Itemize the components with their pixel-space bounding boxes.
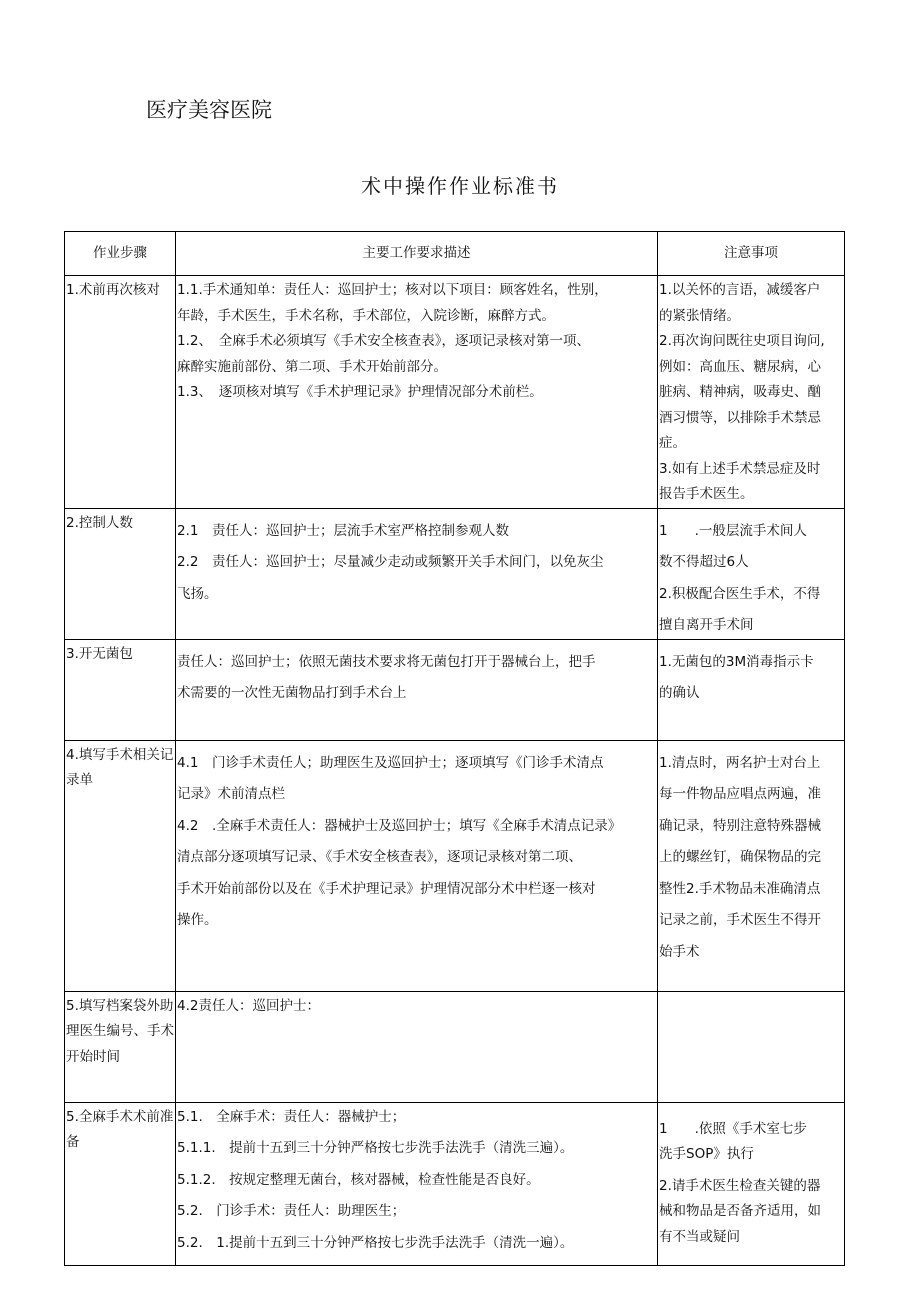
note-line: 每一件物品应唱点两遍，准: [659, 786, 821, 802]
notes-cell: [658, 991, 845, 1102]
note-line: 始手术: [659, 943, 700, 960]
requirements-cell: [176, 740, 658, 991]
step-cell: [65, 276, 176, 509]
requirement-line: 飞扬。: [177, 585, 218, 602]
requirement-line: 手术开始前部份以及在《手术护理记录》护理情况部分术中栏逐一核对: [177, 880, 596, 897]
step-cell: [65, 639, 176, 740]
note-line: 1.清点时，两名护士对台上: [659, 754, 821, 771]
notes-cell: [658, 508, 845, 639]
step-cell: [65, 991, 176, 1102]
requirements-cell: [176, 1102, 658, 1265]
note-line: 上的螺丝钉，确保物品的完: [659, 849, 821, 865]
requirement-line: 责任人：巡回护士；依照无菌技术要求将无菌包打开于器械台上，把手: [177, 653, 596, 670]
table-header-row: [65, 232, 845, 276]
note-line: 有不当或疑问: [659, 1228, 740, 1245]
requirement-line: 2.2 责任人：巡回护士；尽量减少走动或频繁开关手术间门，以免灰尘: [177, 554, 604, 570]
requirement-line: 术需要的一次性无菌物品打到手术台上: [177, 685, 407, 701]
requirements-cell: [176, 276, 658, 509]
note-line: 例如：高血压、糖尿病，心: [659, 358, 821, 375]
requirement-line: 1.3、 逐项核对填写《手术护理记录》护理情况部分术前栏。: [177, 384, 543, 400]
step-cell: [65, 508, 176, 639]
note-line: 洗手SOP》执行: [659, 1146, 754, 1162]
note-line: 确记录，特别注意特殊器械: [659, 817, 821, 834]
sop-table: [64, 231, 845, 1266]
step-text: 5.全麻手术术前准备: [66, 1108, 174, 1150]
requirement-line: 4.2责任人：巡回护士：: [177, 997, 320, 1014]
requirement-line: 5.1.1. 提前十五到三十分钟严格按七步洗手法洗手（清洗三遍）。: [177, 1140, 574, 1156]
column-header-notes: 注意事项: [658, 232, 845, 276]
requirements-cell: [176, 639, 658, 740]
document-title: 术中操作作业标准书: [361, 174, 559, 198]
requirement-line: 4.1 门诊手术责任人；助理医生及巡回护士；逐项填写《门诊手术清点: [177, 754, 604, 771]
requirement-line: 麻醉实施前部份、第二项、手术开始前部分。: [177, 358, 447, 375]
requirement-line: 4.2 .全麻手术责任人：器械护士及巡回护士；填写《全麻手术清点记录》: [177, 817, 622, 834]
note-line: 整性2.手术物品未准确清点: [659, 880, 821, 897]
note-line: 脏病、精神病，吸毒史、酗: [659, 384, 821, 400]
requirement-line: 记录》术前清点栏: [177, 786, 285, 802]
requirement-line: 操作。: [177, 912, 218, 928]
note-line: 2.积极配合医生手术，不得: [659, 585, 821, 602]
notes-cell: [658, 1102, 845, 1265]
note-line: 的确认: [659, 685, 700, 701]
note-line: 擅自离开手术间: [659, 617, 754, 633]
table-row: [65, 639, 845, 740]
note-line: 2.请手术医生检查关键的器: [659, 1177, 821, 1194]
note-line: 数不得超过6人: [659, 554, 749, 570]
requirement-line: 年龄，手术医生，手术名称，手术部位，入院诊断，麻醉方式。: [177, 307, 555, 324]
note-line: 1.无菌包的3M消毒指示卡: [659, 653, 814, 670]
notes-cell: [658, 639, 845, 740]
note-line: 1 .依照《手术室七步: [659, 1120, 807, 1137]
requirement-line: 2.1 责任人：巡回护士；层流手术室严格控制参观人数: [177, 522, 509, 539]
column-header-requirements: 主要工作要求描述: [176, 232, 658, 276]
note-line: 记录之前，手术医生不得开: [659, 912, 821, 928]
requirements-cell: [176, 508, 658, 639]
requirement-line: 5.2. 1.提前十五到三十分钟严格按七步洗手法洗手（清洗一遍）。: [177, 1234, 574, 1251]
note-line: 2.再次询问既往史项目询问,: [659, 333, 825, 349]
step-text: 3.开无菌包: [66, 645, 133, 662]
note-line: 械和物品是否备齐适用，如: [659, 1203, 821, 1219]
requirement-line: 1.2、 全麻手术必须填写《手术安全核查表》，逐项记录核对第一项、: [177, 333, 590, 349]
requirement-line: 5.1. 全麻手术：责任人：器械护士；: [177, 1108, 406, 1125]
notes-cell: [658, 276, 845, 509]
requirement-line: 清点部分逐项填写记录、《手术安全核查表》，逐项记录核对第二项、: [177, 849, 582, 865]
note-line: 报告手术医生。: [659, 486, 754, 502]
requirement-line: 5.2. 门诊手术：责任人：助理医生；: [177, 1203, 406, 1219]
column-header-step: 作业步骤: [65, 232, 176, 276]
step-text: 1.术前再次核对: [66, 282, 160, 298]
requirements-cell: [176, 991, 658, 1102]
step-cell: [65, 740, 176, 991]
note-line: 酒习惯等，以排除手术禁忌: [659, 409, 821, 426]
hospital-name: 医疗美容医院: [146, 98, 272, 122]
table-row: [65, 276, 845, 509]
table-row: [65, 991, 845, 1102]
table-row: [65, 740, 845, 991]
step-text: 2.控制人数: [66, 514, 133, 531]
step-text: 4.填写手术相关记录单: [66, 746, 174, 788]
note-line: 1.以关怀的言语，减缓客户: [659, 282, 821, 298]
requirement-line: 5.1.2. 按规定整理无菌台，核对器械，检查性能是否良好。: [177, 1171, 540, 1188]
table-row: [65, 508, 845, 639]
step-text: 5.填写档案袋外助理医生编号、手术开始时间: [66, 997, 174, 1065]
notes-cell: [658, 740, 845, 991]
table-row: [65, 1102, 845, 1265]
requirement-line: 1.1.手术通知单：责任人：巡回护士；核对以下项目：顾客姓名，性别，: [177, 282, 608, 298]
note-line: 症。: [659, 435, 686, 451]
note-line: 的紧张情绪。: [659, 307, 740, 324]
step-cell: [65, 1102, 176, 1265]
note-line: 1 .一般层流手术间人: [659, 522, 807, 539]
note-line: 3.如有上述手术禁忌症及时: [659, 460, 821, 477]
